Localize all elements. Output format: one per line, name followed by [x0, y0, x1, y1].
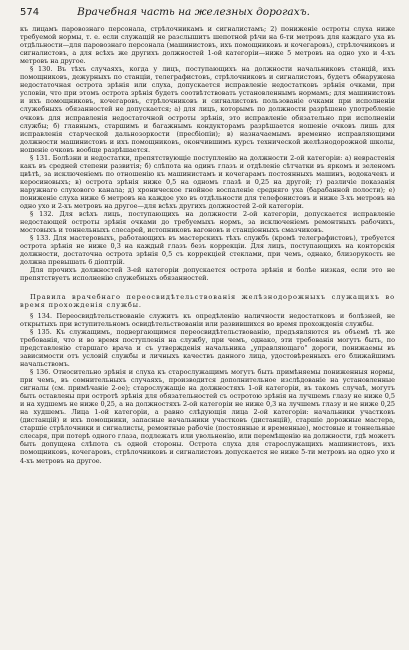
paragraph: § 134. Переосвидѣтельствованіе служитъ къ опредѣленію наличности недостатковъ и болѣзней, не открытыхъ при вступительномъ освидѣтельствованіи или развившихся во время прохожденія службы.: [20, 311, 395, 328]
section-spacer: [20, 283, 395, 287]
paragraph: § 132. Для всѣхъ лицъ, поступающихъ на должности 2-ой категоріи, допускается исправленіе недостающей остроты зрѣнія очками до требуемыхъ нормъ, за исключеніемъ ремонтныхъ рабочихъ, мостовыхъ и тоннельныхъ слесарей, истопниковъ вагоновъ и станціонныхъ смазчиковъ.: [20, 210, 395, 235]
page-number: 574: [20, 7, 40, 18]
paragraph: § 133. Для мастеровыхъ, работающихъ въ мастерскихъ тѣхъ службъ (кромѣ телеграфистовъ), требуется острота зрѣнія не ниже 0,3 на каждый глазъ безъ коррекціи. Для лицъ, поступающихъ на конторскія должности, достаточна острота зрѣнія 0,5 съ коррекціей стеклами, при чемъ, однако, близорукость не должна превышать 6 діоптрій.: [20, 234, 395, 267]
paragraph: къ лицамъ паровознаго персонала, стрѣлочникамъ и сигналистамъ; 2) пониженіе остроты слуха ниже требуемой нормы, т. е. если служащій не разслышитъ шепотной рѣчи на 6-ти метровъ для каждаго уха въ отдѣльности—для паровознаго персонала (машинистовъ, ихъ помощниковъ и кочегаровъ), стрѣлочниковъ и сигналистовъ, а для всѣхъ же другихъ должностей 1-ой категоріи—ниже 5 метровъ на одно ухо и 4-хъ метровъ на другое.: [20, 25, 395, 66]
paragraph: § 130. Въ тѣхъ случаяхъ, когда у лицъ, поступающихъ на должности начальниковъ станцій, ихъ помощниковъ, дежурныхъ по станціи, телеграфистовъ, стрѣлочниковъ и сигналистовъ, будетъ обнаружена недостаточная острота зрѣнія или слуха, допускается исправленіе недостатковъ зрѣнія очками, при условіи, что при этомъ острота зрѣнія будетъ соотвѣтствовать установленнымъ нормамъ; для машинистовъ и ихъ помощниковъ, кочегаровъ, стрѣлочниковъ и сигналистовъ пользованіе очками при исполненіи служебныхъ обязанностей не допускается; а) для лицъ, которымъ по должности разрѣшено употребленіе очковъ для исправленія недостаточной остроты зрѣнія, это исправленіе обязательно при исполненіи службы; б) главнымъ, старшимъ и багажнымъ кондукторамъ разрѣшается ношеніе очковъ лишь для исправленія старческой дальнозоркости (пресбіопіи); в) назначаемымъ временно исправляющими должности машинистовъ и ихъ помощниковъ, окончившимъ курсъ технической желѣзнодорожной школы, ношеніе очковъ вообще разрѣшается.: [20, 65, 395, 154]
paragraph: § 136. Относительно зрѣнія и слуха къ старослужащимъ могутъ быть примѣняемы пониженныя нормы, при чемъ, въ сомнительныхъ случаяхъ, производится дополнительное изслѣдованіе на установленные сигналы (см. примѣчаніе 2-ое); старослужащіе на должностяхъ 1-ой категоріи, въ такомъ случаѣ, могутъ быть оставлены при остротѣ зрѣнія для обязательностей съ остротою зрѣнія на лучшемъ глазу не ниже 0,5 и на худшемъ не ниже 0,25, а на должностяхъ 2-ой категоріи не ниже 0,3 на лучшемъ глазу и не ниже 0,25 на худшемъ. Лица 1-ой категоріи, а равно слѣдующія лица 2-ой категоріи: начальники участковъ (дистанцій) и ихъ помощники, запасные начальники участковъ (дистанцій), старшіе дорожные мастера, старшіе стрѣлочники и сигналисты, ремонтные рабочіе (постоянные и временные), мостовые и тоннельные слесаря, при потерѣ одного глаза, подлежатъ или увольненію, или перемѣщенію на должности, гдѣ можетъ быть допущена слѣпота съ одной стороны. Острота слуха для старослужащихъ машинистовъ, ихъ помощниковъ, кочегаровъ, стрѣлочниковъ и сигналистовъ допускается не ниже 5-ти метровъ на одно ухо и 4-хъ метровъ на другое.: [20, 368, 395, 465]
paragraph: Для прочихъ должностей 3-ей категоріи допускается острота зрѣнія и болѣе низкая, если это не препятствуетъ исполненію служебныхъ обязанностей.: [20, 266, 395, 283]
paragraph: § 135. Къ служащимъ, подвергающимся переосвидѣтельствованію, предъявляются въ объемѣ тѣ же требованія, что и во время поступленія на службу, при чемъ, однако, эти требованія могутъ быть, по представленію старшаго врача и съ утвержденія начальника „управляющаго" дороги, понижаемы въ зависимости отъ условій службы и личныхъ качествъ данного лица, удостовѣренныхъ его ближайшимъ начальствомъ.: [20, 327, 395, 368]
page-title: Врачебная часть на железных дорогахъ.: [77, 6, 310, 18]
running-head: [20, 6, 395, 22]
paragraph: § 131. Болѣзни и недостатки, препятствующіе поступленію на должности 2-ой категоріи: а) неврастенія какъ въ средней степени развитія; б) слѣпота на одинъ глазъ и отдѣленіе сѣтчатки въ яркомъ и зеленомъ цвѣтѣ, за исключеніемъ по отношенію къ машинистамъ и кочегарамъ постоянныхъ машинъ, водокачекъ и керосиновыхъ; в) острота зрѣнія ниже 0,5 на одномъ глазѣ и 0,25 на другой; г) различіе показанія наружнаго слухового канала; д) хроническое гнойное воспаленіе средняго уха (барабанной полости); е) пониженіе слуха ниже 6 метровъ на каждое ухо въ отдѣльности для телефонистовъ и ниже 3-хъ метровъ на одно ухо и 2-хъ метровъ на другое—для всѣхъ другихъ должностей 2-ой категоріи.: [20, 153, 395, 211]
section-heading: Правила врачебнаго переосвидѣтельствованія желѣзнодорожныхъ служащихъ во время прохожденія службы.: [20, 292, 395, 309]
